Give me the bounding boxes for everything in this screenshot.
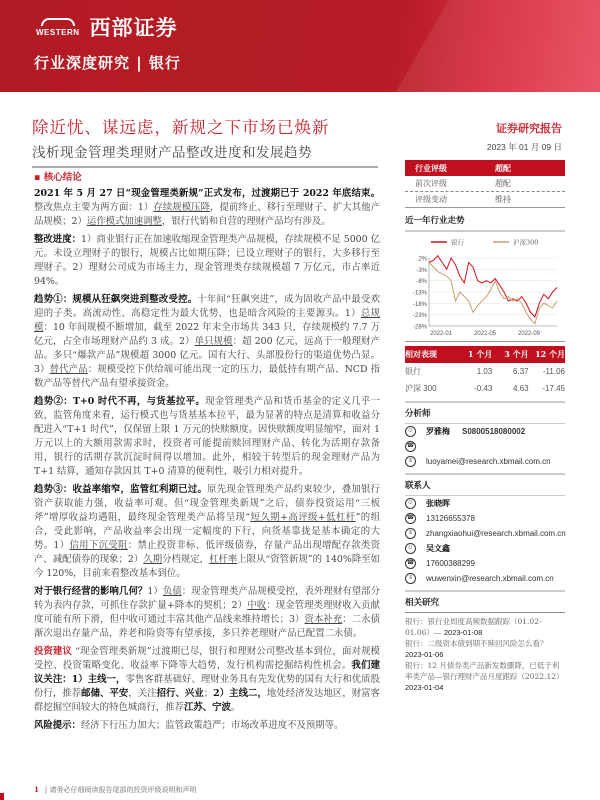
cell: 银行	[405, 367, 421, 376]
text: 零售客群基础好、理财业务具有先发优势的国有大行和优质股份行，推荐	[34, 674, 380, 699]
rating-label: 行业评级	[415, 162, 447, 173]
phone-icon: ☎	[405, 441, 416, 452]
text: ：二永债渐次退出存量产品，养老和险资等有望承接，多只养老理财产品已配置二永债。	[34, 614, 380, 639]
text: 经济下行压力加大；监管政策趋严；市场改革进度不及预期等。	[80, 720, 344, 731]
underlined-text: 单只规模	[194, 336, 233, 347]
related-title: 银行：二级资本债到期不赎回风险怎么看？	[405, 639, 548, 648]
footer	[34, 785, 196, 795]
paragraph	[34, 233, 380, 289]
emphasis-text: 趋势①：规模从狂飙突进到整改受控。	[34, 294, 198, 305]
rating-table	[405, 160, 565, 208]
emphasis-text: 邮储、平安	[81, 688, 129, 699]
analyst-email[interactable]: luoyamei@research.xbmail.com.cn	[426, 457, 551, 466]
contact-email[interactable]: wuwenxin@research.xbmail.com.cn	[426, 574, 554, 583]
rating-label: 评级变动	[415, 195, 447, 204]
contact-name: 吴文鑫	[426, 543, 450, 553]
rating-row	[405, 176, 565, 192]
disclaimer-note: | 请务必仔细阅读报告尾部的投资评级说明和声明	[44, 786, 197, 794]
related-date: 2023-01-08	[443, 628, 483, 637]
email-icon: ≡	[405, 573, 416, 584]
rating-value: 超配	[495, 179, 511, 188]
text: 1）	[147, 586, 163, 597]
title-divider	[32, 166, 378, 168]
analyst-label: 分析师	[405, 401, 565, 424]
legend-label: 沪深300	[513, 238, 539, 247]
analyst-name: 罗雅梅	[426, 426, 450, 436]
header-cell: 12 个月	[535, 349, 565, 359]
cell: 1.03	[476, 367, 493, 376]
emphasis-text: 2021 年 5 月 27 日“现金管理类新规”正式发布，过渡期已于 2022 年底结束。	[34, 188, 380, 199]
performance-row	[405, 380, 565, 397]
text: ；	[203, 688, 214, 699]
y-tick-label: -3%	[416, 267, 427, 274]
report-subtitle: 浅析现金管理类理财产品整改进度和发展趋势	[32, 145, 312, 161]
analyst-cert: S0800518080002	[462, 427, 526, 436]
y-tick-label: -23%	[412, 313, 427, 320]
header-cell: 3 个月	[504, 349, 529, 359]
analyst-email-row	[405, 454, 565, 469]
related-label: 相关研究	[405, 590, 565, 612]
underlined-text: 替代产品	[49, 364, 88, 375]
legend-label: 银行	[451, 238, 464, 247]
contact-phone-row	[405, 556, 565, 571]
underlined-text: 负债	[162, 586, 182, 597]
contact-email-row	[405, 526, 565, 541]
cell: -17.45	[542, 384, 565, 393]
text: ：禁止投资非标、低评级债券，存量产品出现增配存款类资产、减配债券的现象；2）	[34, 540, 380, 565]
text: 十年间“狂飙突进”，成为固收产品中最受欢迎的子类。高流动性、高稳定性为最大优势，也是暗含风险的主要源头。1）	[34, 294, 380, 319]
paragraph	[34, 395, 380, 479]
text: ：现金管理类理财收入贡献度可能有所下滑，但中收可通过丰富其他产品线来维持增长；3）	[34, 600, 380, 625]
contact-email-row	[405, 571, 565, 586]
emphasis-text: 江苏、宁波	[184, 702, 231, 713]
rating-row	[405, 192, 565, 208]
contact-name: 张晓晖	[426, 498, 450, 508]
related-date: 2023-01-06	[405, 650, 444, 659]
x-tick-label: 2022-09	[517, 331, 541, 337]
text: 原先现金管理类产品约束较少，叠加银行资产获取能力强，收益率可观。但“现金管理类新规”之后，债券投资运用“三板斧”增厚收益均遇阻，最终现金管理类产品将呈现“	[34, 484, 380, 523]
bull-horn-icon	[41, 18, 75, 26]
paragraph	[34, 187, 380, 229]
main-body	[34, 187, 380, 737]
header-cell: 相对表现	[405, 349, 437, 359]
related-list	[405, 612, 565, 693]
y-tick-label: -18%	[412, 301, 427, 308]
cell: 6.37	[513, 367, 529, 376]
text: ”的组合，受此影响，产品收益率会出现一定幅度的下行，向货基靠拢是基本确定的大势。1）	[34, 512, 381, 551]
text: ：规模受控下供给端可能出现一定的压力，最低持有期产品、NCD 指数产品等替代产品有望承接资金。	[34, 364, 380, 389]
contact-phone-row	[405, 511, 565, 526]
rating-row	[405, 160, 565, 176]
underlined-text: 杠杆率	[209, 554, 238, 565]
underlined-text: 总规模	[34, 308, 380, 333]
emphasis-text: 投资建议	[34, 646, 73, 657]
email-icon: ≡	[405, 528, 416, 539]
analyst-phone-row	[405, 439, 565, 454]
performance-row	[405, 363, 565, 380]
phone-icon: ☎	[405, 558, 416, 569]
text: 上限从“资管新规”的 140%降至如今 120%，目前来看整改基本到位。	[34, 554, 380, 579]
text: “现金管理类新规”过渡期已尽，银行和理财公司整改基本到位，面对规模受控、投资策略变化、收益率下降等大趋势，发行机构需挖掘结构性机会。	[34, 646, 380, 671]
y-tick-label: -28%	[412, 324, 427, 331]
header-cell: 1 个月	[467, 349, 493, 359]
contact-name-row	[405, 541, 565, 556]
text: ：超 200 亿元，远高于一般理财产品。多只“爆款产品”规模超 3000 亿元。国有大行、头部股份行的渠道优势凸显。3）	[34, 336, 380, 375]
phone-icon: ☎	[405, 513, 416, 524]
emphasis-text: 2）主线二，	[213, 688, 267, 699]
text: ，提前终止、移行至理财子、扩大其他产品规模；2）	[34, 202, 380, 227]
rating-value: 维持	[495, 195, 511, 204]
person-icon: ☺	[405, 498, 416, 509]
related-item[interactable]	[405, 638, 565, 660]
emphasis-text: 风险提示：	[34, 720, 81, 731]
report-title: 除近忧、谋远虑，新规之下市场已焕新	[32, 118, 330, 137]
cell: -0.43	[474, 384, 493, 393]
underlined-text: 资本补充	[304, 614, 343, 625]
footer-marker	[0, 793, 4, 800]
paragraph	[34, 719, 380, 733]
emphasis-text: 整改进度：	[34, 234, 81, 245]
underlined-text: 久期	[143, 554, 163, 565]
text: 。	[230, 702, 241, 713]
cell: -11.06	[542, 367, 565, 376]
rating-label: 前次评级	[415, 179, 447, 188]
contact-phone: 17600388299	[426, 559, 475, 568]
y-tick-label: -8%	[416, 279, 427, 286]
paragraph	[34, 645, 380, 715]
banner-decoration	[380, 0, 600, 92]
underlined-text: 短久期+高评级+低杠杆	[250, 512, 356, 523]
cell: 4.63	[513, 384, 529, 393]
person-icon: ☺	[405, 426, 416, 437]
logo-en: WESTERN	[36, 27, 80, 37]
header-banner	[0, 0, 600, 92]
contact-email[interactable]: zhangxiaohui@research.xbmail.com.cn	[426, 529, 566, 538]
contact-name-row	[405, 496, 565, 511]
report-type: 证券研究报告	[496, 122, 562, 135]
logo-cn: 西部证券	[89, 16, 178, 40]
paragraph	[34, 293, 380, 391]
emphasis-text: 趋势②：T+0 时代不再，与货基拉平。	[34, 396, 206, 407]
page-number: 1	[34, 785, 39, 794]
emphasis-text: 招行、兴业	[156, 688, 204, 699]
section-label: 行业深度研究 | 银行	[34, 54, 181, 72]
text: ，银行代销和自营的理财产品均有涉及。	[161, 216, 331, 227]
report-date: 2023 年 01 月 09 日	[486, 142, 562, 152]
paragraph	[34, 483, 380, 581]
performance-header	[405, 346, 565, 363]
trend-chart	[405, 232, 565, 342]
underlined-text: 存续规模压降	[153, 202, 211, 213]
underlined-text: 中收	[247, 600, 267, 611]
person-icon: ☺	[405, 543, 416, 554]
analyst-name-row	[405, 424, 565, 439]
y-tick-label: 2%	[418, 256, 427, 263]
text: 分档规定，	[162, 554, 210, 565]
emphasis-text: 趋势③：收益率缩窄，监管红利期已过。	[34, 484, 208, 495]
email-icon: ≡	[405, 456, 416, 467]
related-item[interactable]	[405, 660, 565, 693]
related-date: 2023-01-04	[405, 683, 444, 692]
underlined-text: 运作模式加速调整	[86, 216, 162, 227]
trend-chart-svg	[405, 232, 565, 342]
text: 整改焦点主要为两方面：1）	[34, 202, 154, 213]
sidebar	[405, 160, 565, 693]
text: ，关注	[128, 688, 157, 699]
y-tick-label: -13%	[412, 290, 427, 297]
text: ：10 年间规模不断增加，截至 2022 年末全市场共 343 只，存续规模约 7.7 万亿元，占全市场理财产品约 3 成。2）	[34, 322, 380, 347]
trend-title: 近一年行业走势	[405, 208, 565, 232]
related-title: 银行：银行业周度高频数据跟踪（01.02-01.06）—	[405, 617, 542, 637]
related-title: 银行：12 月债券类产品新发数骤降，已低于利率类产品—银行理财产品月度跟踪（2022.12）	[405, 661, 564, 681]
text: 现金管理类产品和货币基金的定义几乎一致，监管角度来看，运行模式也与货基基本拉平，最为显著的特点是清算和收益分配进入“T+1 时代”，仅保留上限 1 万元的快赎额度。因快赎额度明显缩窄，面对 1 万元以上的大额用款需求时，投资者可能提前赎回理财产品、转化为活期存款备用，银行的活期存款沉淀时间得以增加。此外，相较于转型后的现金理财产品为 T+1 结算，通知存款因其 T+0 清算的便利性，吸引力相对提升。	[34, 396, 380, 477]
core-conclusion-label: ▪ 核心结论	[34, 172, 82, 183]
x-tick-label: 2022-05	[473, 331, 497, 337]
x-tick-label: 2022-01	[429, 331, 453, 337]
text: ：现金管理类产品规模受控，表外理财有望部分转为表内存款，可抓住存款扩量+降本的契机；2）	[34, 586, 380, 611]
emphasis-text: 对于银行经营的影响几何？	[34, 586, 148, 597]
contact-phone: 13126655378	[426, 514, 475, 523]
performance-table	[405, 346, 565, 397]
rating-value: 超配	[495, 162, 511, 173]
contacts-label: 联系人	[405, 473, 565, 496]
text: 地处经济发达地区，财富客群挖掘空间较大的特色城商行，推荐	[34, 688, 380, 713]
underlined-text: 信用下沉受阻	[69, 540, 128, 551]
company-logo	[36, 12, 178, 42]
emphasis-text: 我们建议关注：1）主线一，	[34, 660, 380, 685]
related-item[interactable]	[405, 616, 565, 638]
text: 1）商业银行正在加速收缩现金管理类产品规模，存续规模不足 5000 亿元。未设立理财子的银行，规模占比如期压降；已设立理财子的银行，大多移行至理财子。2）理财公司成为市场主力，现金管理类存续规模超 7 万亿元，市占率近 94%。	[34, 234, 380, 287]
cell: 沪深 300	[405, 384, 437, 393]
paragraph	[34, 585, 380, 641]
